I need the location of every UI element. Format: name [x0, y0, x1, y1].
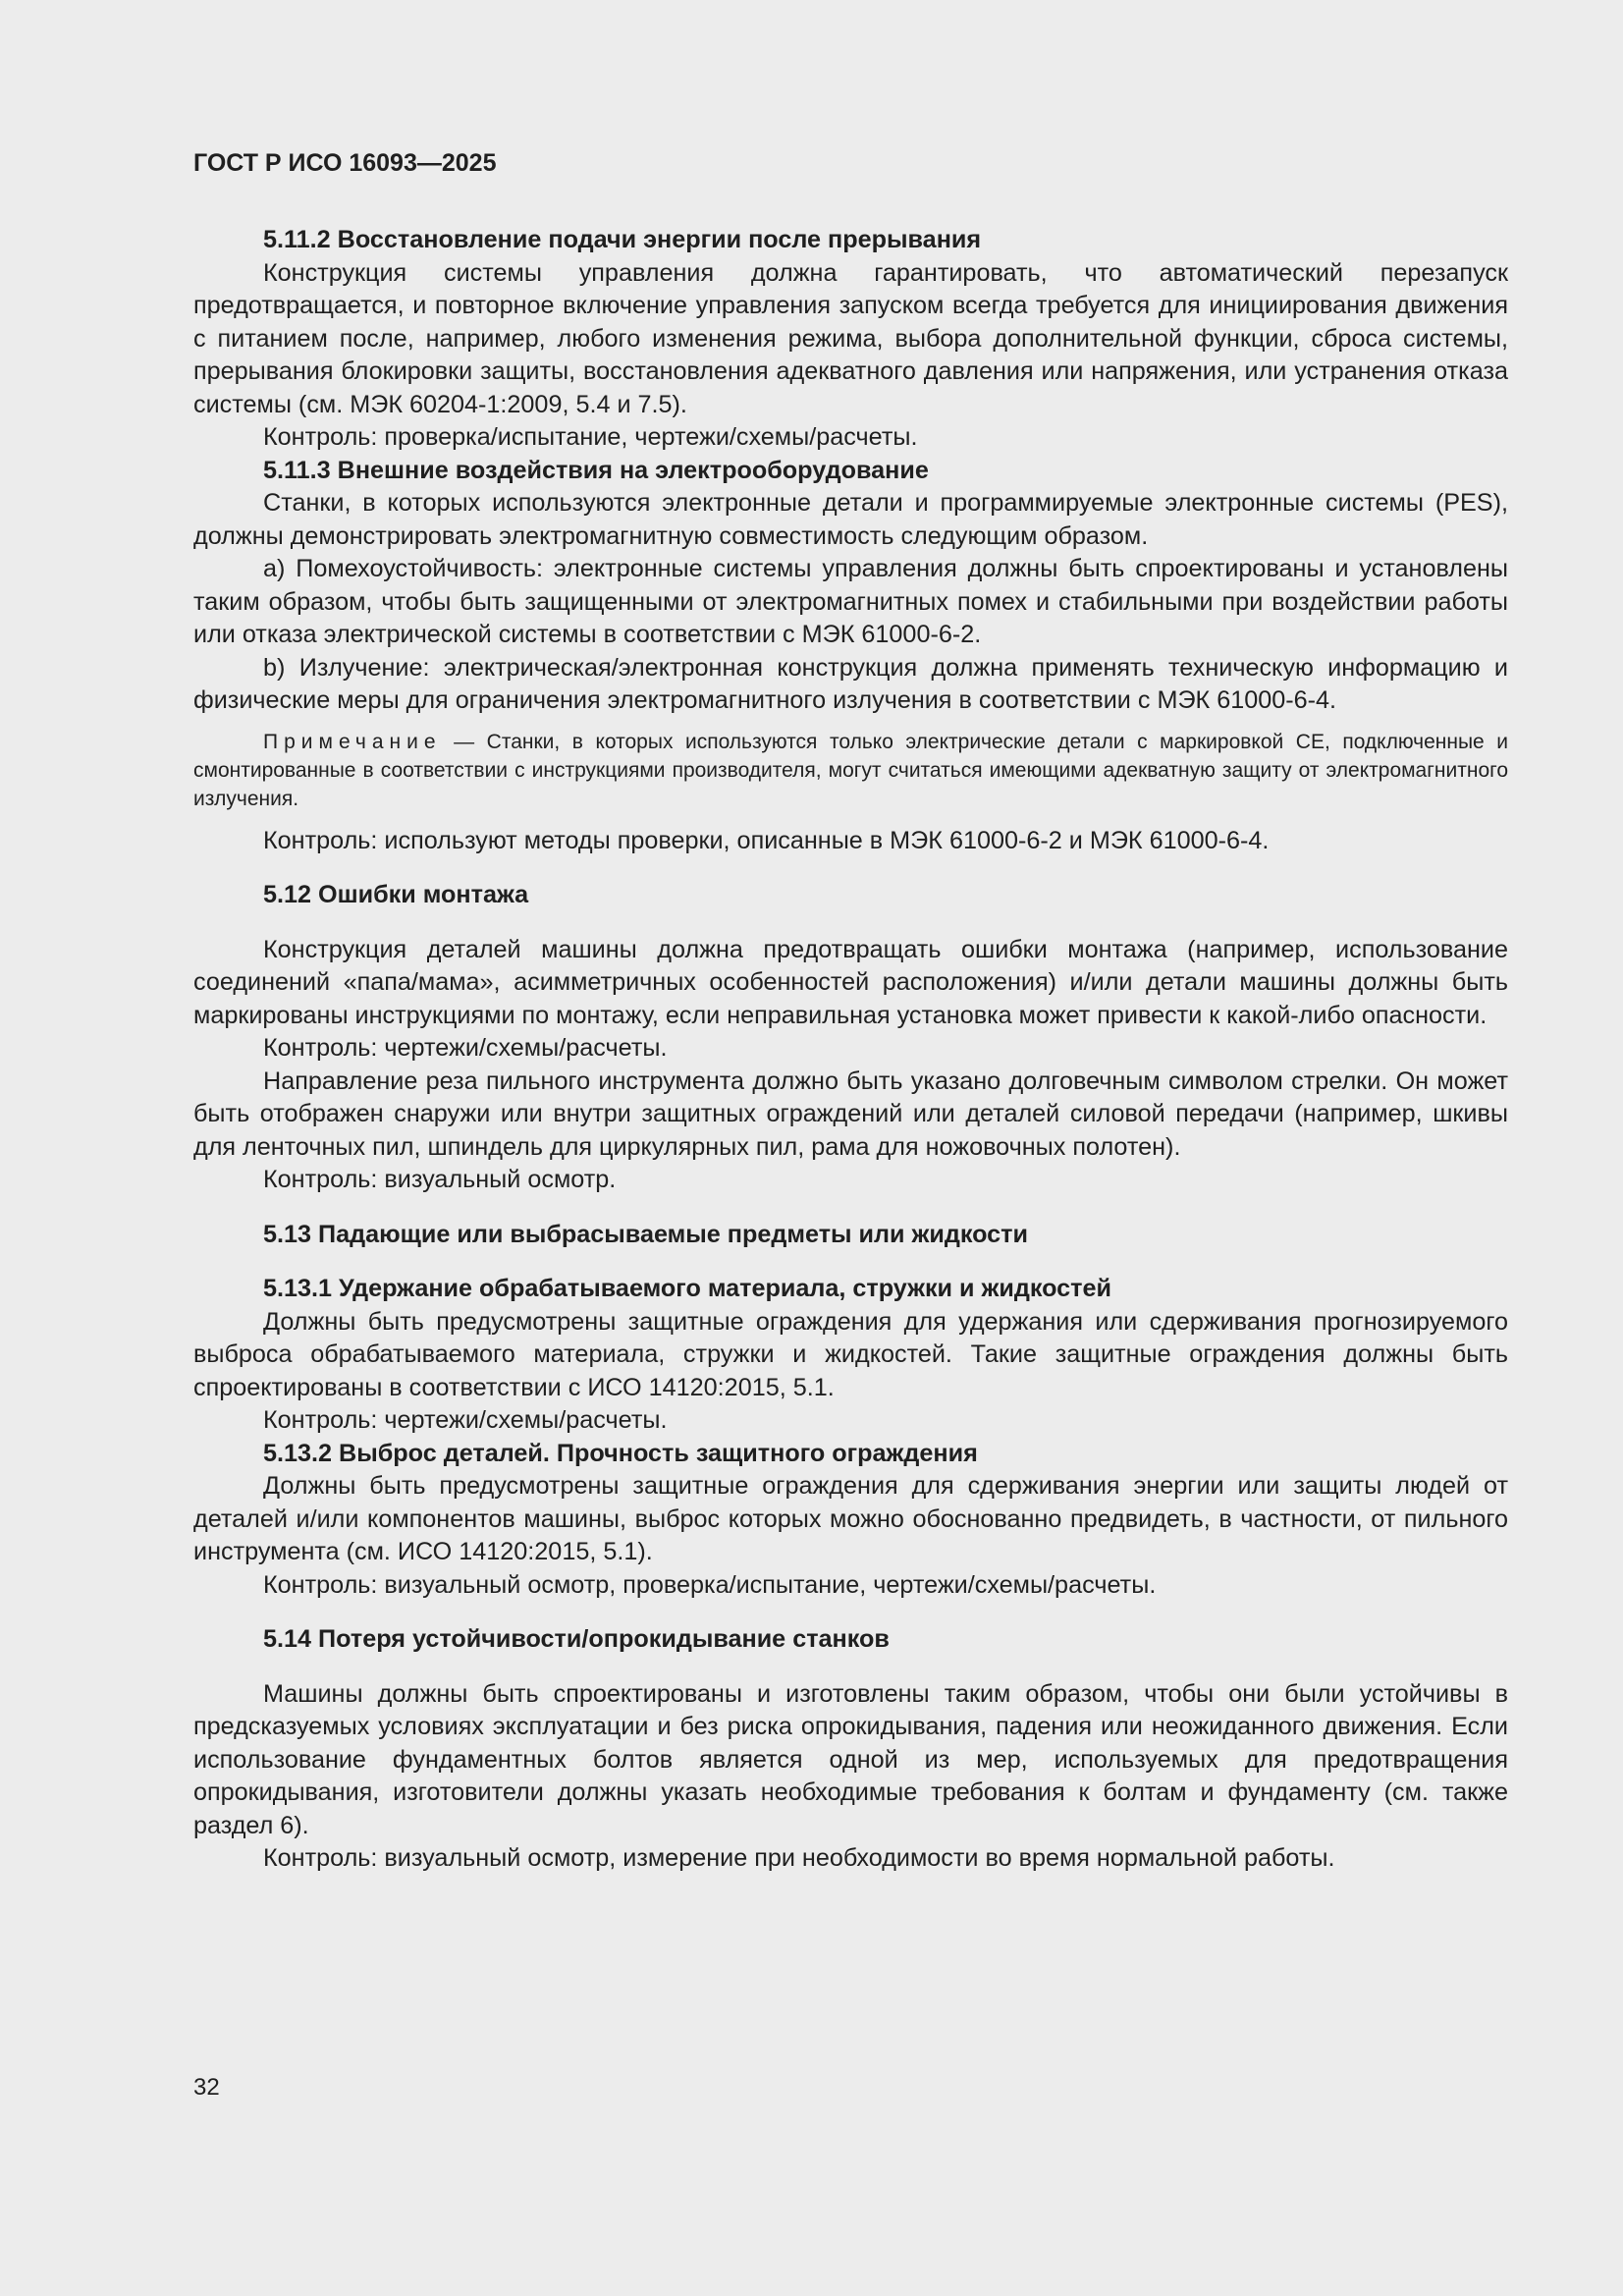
note-text: — Станки, в которых используются только электрические детали с маркировкой CE, подключенные и смонтированные в соответствии с инструкциями производителя, могут считаться имеющими адекватную защиту от электромагнитного излучения.: [193, 730, 1508, 810]
section-5-13-2-title: 5.13.2 Выброс деталей. Прочность защитного ограждения: [263, 1439, 978, 1467]
section-5-13-1-control: Контроль: чертежи/схемы/расчеты.: [263, 1406, 668, 1434]
section-5-11-3-control: Контроль: используют методы проверки, описанные в МЭК 61000-6-2 и МЭК 61000-6-4.: [263, 826, 1270, 854]
section-5-14-control: Контроль: визуальный осмотр, измерение при необходимости во время нормальной работы.: [263, 1844, 1335, 1872]
section-5-11-3-item-a: a) Помехоустойчивость: электронные системы управления должны быть спроектированы и установлены таким образом, чтобы быть защищенными от электромагнитных помех и стабильными при воздействии работы или отказа электрической системы в соответствии с МЭК 61000-6-2.: [193, 555, 1508, 648]
note: [193, 728, 1508, 813]
section-5-12-control-1: Контроль: чертежи/схемы/расчеты.: [263, 1034, 668, 1062]
page-content: [193, 224, 1508, 1876]
section-5-14-title: 5.14 Потеря устойчивости/опрокидывание станков: [263, 1625, 890, 1653]
section-5-11-3-title: 5.11.3 Внешние воздействия на электрооборудование: [263, 456, 929, 484]
section-5-14-paragraph: Машины должны быть спроектированы и изготовлены таким образом, чтобы они были устойчивы в предсказуемых условиях эксплуатации и без риска опрокидывания, падения или неожиданного движения. Если использование фундаментных болтов является одной из мер, используемых для предотвращения опрокидывания, изготовители должны указать необходимые требования к болтам и фундаменту (см. также раздел 6).: [193, 1679, 1508, 1839]
section-5-11-3-paragraph: Станки, в которых используются электронные детали и программируемые электронные системы (PES), должны демонстрировать электромагнитную совместимость следующим образом.: [193, 489, 1508, 550]
document-header: ГОСТ Р ИСО 16093—2025: [193, 149, 497, 177]
section-5-13-title: 5.13 Падающие или выбрасываемые предметы или жидкости: [263, 1220, 1028, 1248]
section-5-12-control-2: Контроль: визуальный осмотр.: [263, 1166, 617, 1193]
section-5-12-paragraph-1: Конструкция деталей машины должна предотвращать ошибки монтажа (например, использование соединений «папа/мама», асимметричных особенностей расположения) и/или детали машины должны быть маркированы инструкциями по монтажу, если неправильная установка может привести к какой-либо опасности.: [193, 935, 1508, 1029]
section-5-12-title: 5.12 Ошибки монтажа: [263, 881, 529, 908]
page-number: 32: [193, 2074, 220, 2101]
note-label: Примечание: [263, 730, 442, 753]
section-5-13-1-paragraph: Должны быть предусмотрены защитные ограждения для удержания или сдерживания прогнозируемого выброса обрабатываемого материала, стружки и жидкостей. Такие защитные ограждения должны быть спроектированы в соответствии с ИСО 14120:2015, 5.1.: [193, 1307, 1508, 1401]
section-5-11-2-title: 5.11.2 Восстановление подачи энергии после прерывания: [263, 226, 982, 253]
section-5-13-2-control: Контроль: визуальный осмотр, проверка/испытание, чертежи/схемы/расчеты.: [263, 1570, 1157, 1599]
section-5-11-2-paragraph: Конструкция системы управления должна гарантировать, что автоматический перезапуск предотвращается, и повторное включение управления запуском всегда требуется для инициирования движения с питанием после, например, любого изменения режима, выбора дополнительной функции, сброса системы, прерывания блокировки защиты, восстановления адекватного давления или напряжения, или устранения отказа системы (см. МЭК 60204-1:2009, 5.4 и 7.5).: [193, 258, 1508, 418]
section-5-11-3-item-b: b) Излучение: электрическая/электронная конструкция должна применять техническую информацию и физические меры для ограничения электромагнитного излучения в соответствии с МЭК 61000-6-4.: [193, 653, 1508, 714]
section-5-12-paragraph-2: Направление реза пильного инструмента должно быть указано долговечным символом стрелки. Он может быть отображен снаружи или внутри защитных ограждений или деталей силовой передачи (например, шкивы для ленточных пил, шпиндель для циркулярных пил, рама для ножовочных полотен).: [193, 1066, 1508, 1161]
section-5-11-2-control: Контроль: проверка/испытание, чертежи/схемы/расчеты.: [263, 423, 918, 451]
section-5-13-2-paragraph: Должны быть предусмотрены защитные ограждения для сдерживания энергии или защиты людей от деталей и/или компонентов машины, выброс которых можно обоснованно предвидеть, в частности, от пильного инструмента (см. ИСО 14120:2015, 5.1).: [193, 1472, 1508, 1565]
section-5-13-1-title: 5.13.1 Удержание обрабатываемого материала, стружки и жидкостей: [263, 1275, 1112, 1302]
